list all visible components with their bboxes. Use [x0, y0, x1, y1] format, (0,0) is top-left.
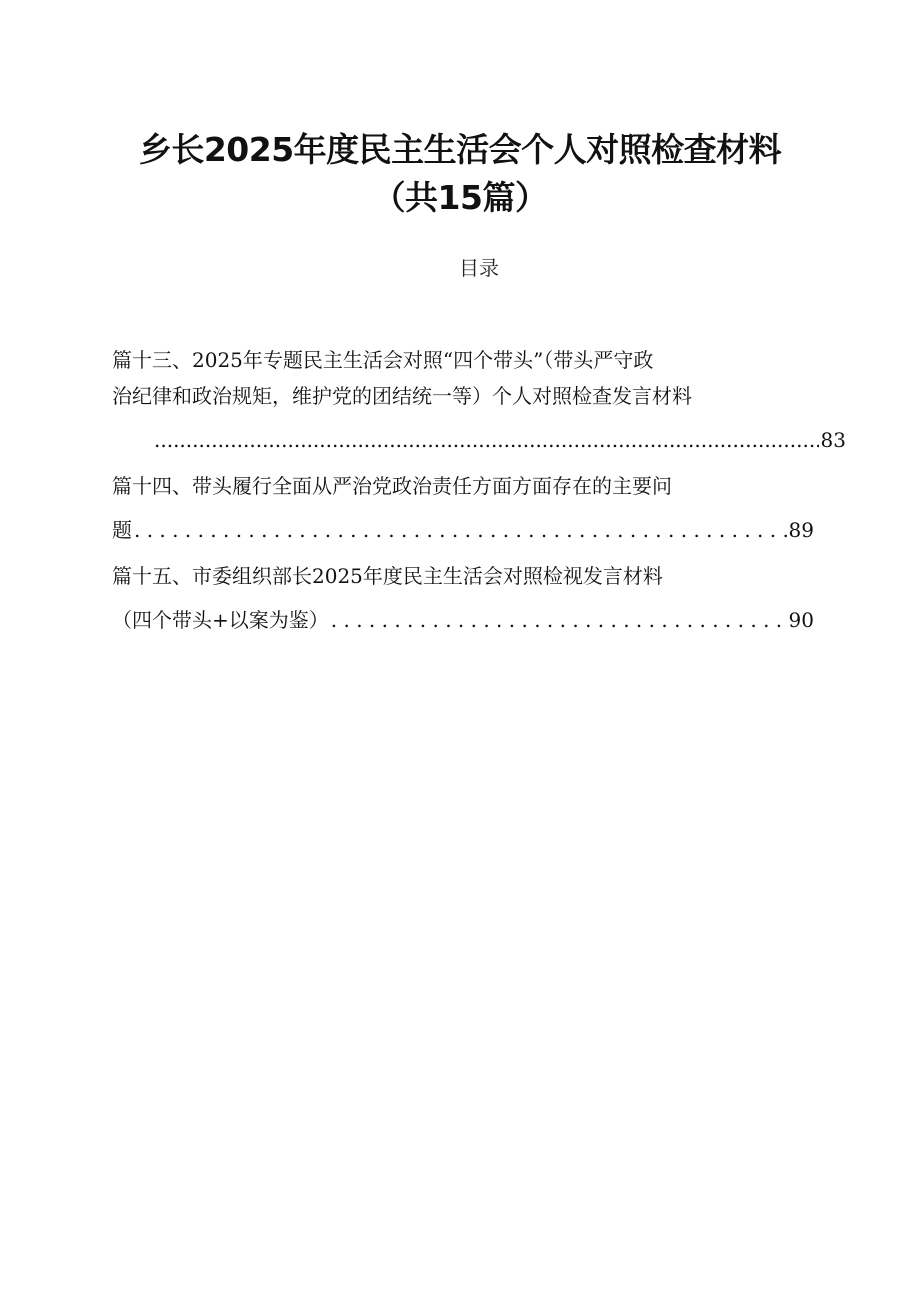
toc-entry-text: （四个带头+以案为鉴） [112, 608, 329, 632]
toc-entry-text: 治纪律和政治规矩，维护党的团结统一等）个人对照检查发言材料 [112, 384, 692, 408]
toc-entry-text: 篇十四、带头履行全面从严治党政治责任方面方面存在的主要问 [112, 474, 672, 498]
dot-leader [154, 426, 819, 454]
toc-entry-text: 篇十三、2025年专题民主生活会对照“四个带头”（带头严守政 [112, 348, 654, 372]
toc-entry-text: 题 [112, 518, 132, 542]
toc-heading: 目录 [459, 256, 499, 280]
toc-leader-row [112, 516, 814, 544]
document-subtitle: （共15篇） [372, 178, 548, 217]
document-title: 乡长2025年度民主生活会个人对照检查材料 [138, 130, 782, 169]
toc-leader-row [152, 426, 846, 454]
toc-leader-row [112, 606, 814, 634]
toc-entry-text: 篇十五、市委组织部长2025年度民主生活会对照检视发言材料 [112, 564, 663, 588]
dot-leader [134, 516, 787, 544]
toc-page-number: 90 [788, 608, 814, 632]
dot-leader [331, 606, 787, 634]
toc-page-number: 89 [788, 518, 814, 542]
toc-page-number: 83 [820, 428, 846, 452]
